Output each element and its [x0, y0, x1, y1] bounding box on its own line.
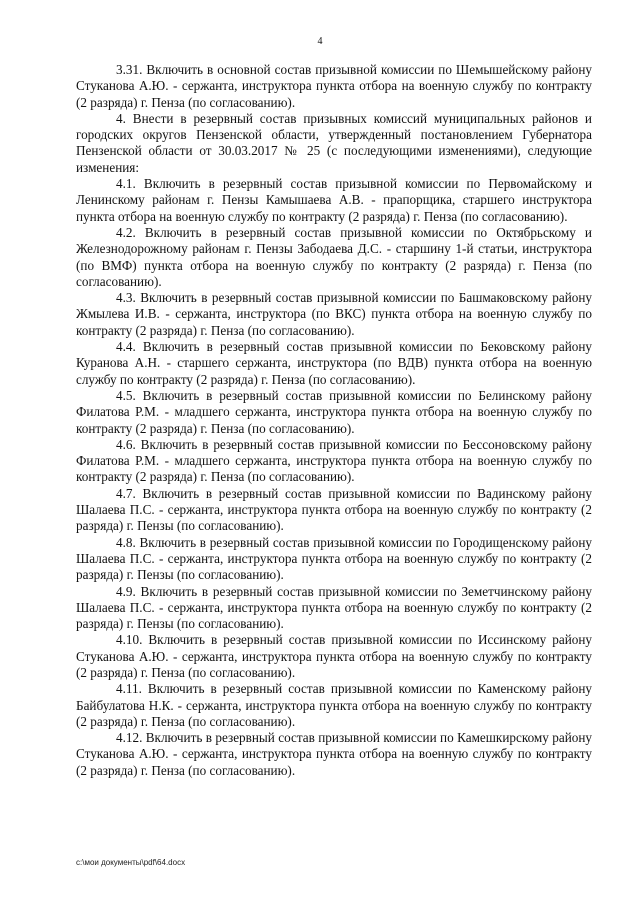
paragraph-4-8: 4.8. Включить в резервный состав призывной комиссии по Городищенскому району Шалаева П.С. - сержанта, инструктора пункта отбора на военную службу по контракту (2 разряда) г. Пензы (по согласованию).	[76, 534, 592, 583]
paragraph-4-12: 4.12. Включить в резервный состав призывной комиссии по Камешкирскому району Стуканова А.Ю. - сержанта, инструктора пункта отбора на военную службу по контракту (2 разряда) г. Пенза (по согласованию).	[76, 730, 592, 778]
paragraph-4-9: 4.9. Включить в резервный состав призывной комиссии по Земетчинскому району Шалаева П.С. - сержанта, инструктора пункта отбора на военную службу по контракту (2 разряда) г. Пензы (по согласованию).	[76, 583, 592, 632]
paragraph-4-5: 4.5. Включить в резервный состав призывной комиссии по Белинскому району Филатова Р.М. - младшего сержанта, инструктора пункта отбора на военную службу по контракту (2 разряда) г. Пенза (по согласованию).	[76, 387, 592, 436]
paragraph-4-1: 4.1. Включить в резервный состав призывной комиссии по Первомайскому и Ленинскому районам г. Пензы Камышаева А.В. - прапорщика, старшего инструктора пункта отбора на военную службу по контракту (2 разряда) г. Пенза (по согласованию).	[76, 176, 592, 224]
paragraph-4-7: 4.7. Включить в резервный состав призывной комиссии по Вадинскому району Шалаева П.С. - сержанта, инструктора пункта отбора на военную службу по контракту (2 разряда) г. Пензы (по согласованию).	[76, 485, 592, 534]
paragraph-3-31: 3.31. Включить в основной состав призывной комиссии по Шемышейскому району Стуканова А.Ю. - сержанта, инструктора пункта отбора на военную службу по контракту (2 разряда) г. Пенза (по согласованию).	[76, 62, 592, 110]
paragraph-4: 4. Внести в резервный состав призывных комиссий муниципальных районов и городских округов Пензенской области, утвержденный постановлением Губернатора Пензенской области от 30.03.2017 № 25 (с последующими изменениями), следующие изменения:	[76, 110, 592, 175]
page-number: 4	[317, 36, 323, 47]
footer-file-path: c:\мои документы\pdf\64.docx	[76, 858, 186, 867]
paragraph-4-2: 4.2. Включить в резервный состав призывной комиссии по Октябрьскому и Железнодорожному районам г. Пензы Забодаева Д.С. - старшину 1-й статьи, инструктора (по ВМФ) пункта отбора на военную службу по контракту (2 разряда) г. Пенза (по согласованию).	[76, 224, 592, 289]
paragraph-4-4: 4.4. Включить в резервный состав призывной комиссии по Бековскому району Куранова А.Н. - старшего сержанта, инструктора (по ВДВ) пункта отбора на военную службу по контракту (2 разряда) г. Пенза (по согласованию).	[76, 339, 592, 387]
paragraph-4-10: 4.10. Включить в резервный состав призывной комиссии по Иссинскому району Стуканова А.Ю. - сержанта, инструктора пункта отбора на военную службу по контракту (2 разряда) г. Пенза (по согласованию).	[76, 632, 592, 680]
paragraph-4-11: 4.11. Включить в резервный состав призывной комиссии по Каменскому району Байбулатова Н.К. - сержанта, инструктора пункта отбора на военную службу по контракту (2 разряда) г. Пенза (по согласованию).	[76, 681, 592, 729]
document-body	[76, 62, 592, 779]
paragraph-4-3: 4.3. Включить в резервный состав призывной комиссии по Башмаковскому району Жмылева И.В. - сержанта, инструктора (по ВКС) пункта отбора на военную службу по контракту (2 разряда) г. Пенза (по согласованию).	[76, 290, 592, 338]
paragraph-4-6: 4.6. Включить в резервный состав призывной комиссии по Бессоновскому району Филатова Р.М. - младшего сержанта, инструктора пункта отбора на военную службу по контракту (2 разряда) г. Пенза (по согласованию).	[76, 436, 592, 485]
